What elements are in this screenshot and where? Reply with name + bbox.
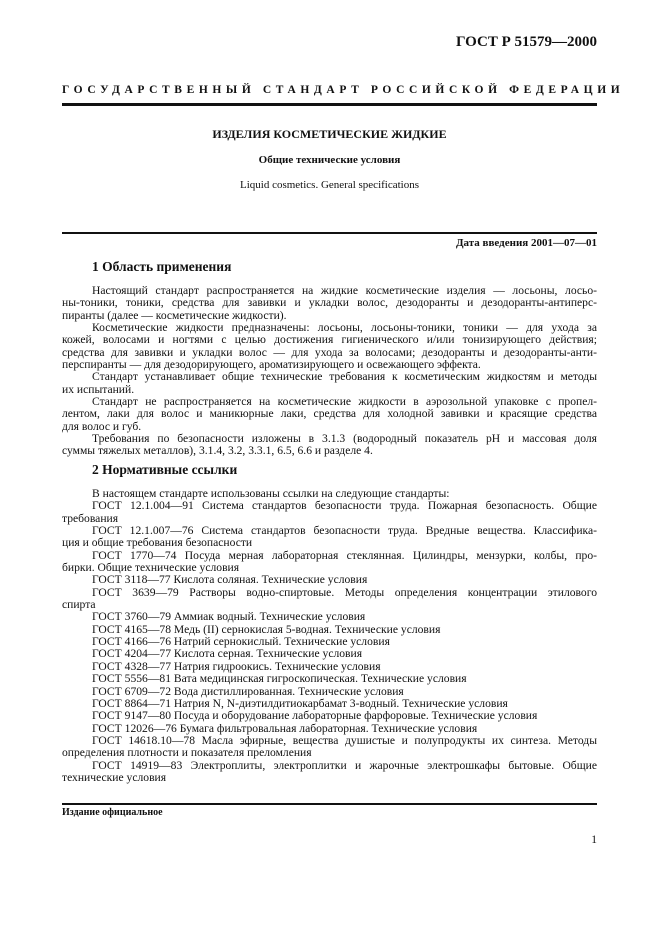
document-subtitle: Общие технические условия [258,154,401,166]
text-line: ГОСТ 3639—79 Растворы водно-спиртовые. Методы определения концентрации этилового [92,585,597,599]
section-2-body [62,488,597,784]
paragraph [62,673,597,685]
text-line: ГОСТ 4204—77 Кислота серная. Технические условия [92,647,363,661]
text-line: ГОСТ 6709—72 Вода дистиллированная. Технические условия [92,684,404,698]
section-1-heading: 1 Область применения [92,259,232,274]
text-line: технические условия [62,770,167,784]
text-line: спирта [62,598,96,612]
text-line: Стандарт не распространяется на косметические жидкости в аэрозольной упаковке с пропел- [92,395,597,409]
text-line: ГОСТ 8864—71 Натрия N, N-диэтилдитиокарбамат 3-водный. Технические условия [92,696,508,710]
text-line: ГОСТ 12.1.004—91 Система стандартов безопасности труда. Пожарная безопасность. Общие [92,499,597,513]
text-line: ны-тоники, тоники, средства для завивки и укладки волос, дезодоранты и дезодоранты-антиперс- [62,296,597,310]
date-divider [62,232,597,234]
official-edition-note: Издание официальное [62,807,163,818]
text-line: ГОСТ 14618.10—78 Масла эфирные, вещества душистые и полупродукты их синтеза. Методы [92,733,597,747]
text-line: Косметические жидкости предназначены: лосьоны, лосьоны-тоники, тоники — для ухода за [92,321,597,335]
text-line: ГОСТ 5556—81 Вата медицинская гигроскопическая. Технические условия [92,672,467,686]
paragraph [62,500,597,525]
text-line: Требования по безопасности изложены в 3.1.3 (водородный показатель pH и массовая доля [92,432,597,446]
section-1-body [62,285,597,458]
text-line: ция и общие требования безопасности [62,536,253,550]
text-line: ГОСТ 14919—83 Электроплиты, электроплитки и жарочные электрошкафы бытовые. Общие [92,758,597,772]
text-line: для волос и губ. [62,419,142,433]
text-line: В настоящем стандарте использованы ссылки на следующие стандарты: [92,487,450,500]
paragraph [62,396,597,433]
text-line: Стандарт устанавливает общие технические требования к косметическим жидкостям и методы [92,370,597,384]
paragraph [62,550,597,575]
standard-code: ГОСТ Р 51579—2000 [455,34,597,50]
text-line: ГОСТ 9147—80 Посуда и оборудование лабораторные фарфоровые. Технические условия [92,709,538,723]
text-line: ГОСТ 3118—77 Кислота соляная. Технические условия [92,573,368,587]
page-number: 1 [591,834,597,846]
text-line: бирки. Общие технические условия [62,561,240,575]
english-title: Liquid cosmetics. General specifications [240,179,419,191]
text-line: Настоящий стандарт распространяется на жидкие косметические изделия — лосьоны, лосьо- [92,284,597,297]
section-2-heading: 2 Нормативные ссылки [92,462,238,477]
paragraph [62,587,597,612]
text-line: ГОСТ 4165—78 Медь (II) сернокислая 5-водная. Технические условия [92,622,441,636]
text-line: кожей, волосами и ногтями с целью достижения гигиенического и/или тонизирующего действия; [62,333,597,347]
paragraph [62,433,597,458]
text-line: определения плотности и показателя преломления [62,746,312,760]
text-line: средства для завивки и укладки волос — для ухода за волосами; дезодоранты и дезодоранты-анти- [62,345,597,359]
federation-heading: ГОСУДАРСТВЕННЫЙ СТАНДАРТ РОССИЙСКОЙ ФЕДЕРАЦИИ [62,84,625,96]
paragraph [62,285,597,322]
paragraph [62,611,597,623]
paragraph [62,710,597,722]
text-line: ГОСТ 1770—74 Посуда мерная лабораторная стеклянная. Цилиндры, мензурки, колбы, про- [92,548,597,562]
paragraph [62,686,597,698]
paragraph [62,525,597,550]
effective-date: Дата введения 2001—07—01 [455,237,597,249]
paragraph [62,735,597,760]
text-line: ГОСТ 4328—77 Натрия гидроокись. Технические условия [92,659,381,673]
text-line: лентом, лаки для волос и маникюрные лаки, средства для холодной завивки и красящие средства [62,407,597,421]
paragraph [62,371,597,396]
text-line: ГОСТ 4166—76 Натрий сернокислый. Технические условия [92,635,390,649]
document-title: ИЗДЕЛИЯ КОСМЕТИЧЕСКИЕ ЖИДКИЕ [212,127,447,141]
text-line: суммы тяжелых металлов), 3.1.4, 3.2, 3.3.1, 6.5, 6.6 и разделе 4. [62,444,373,458]
paragraph [62,760,597,785]
text-line: их испытаний. [62,382,135,396]
text-line: пиранты (далее — косметические жидкости). [62,308,287,322]
text-line: требования [62,511,119,525]
paragraph [62,322,597,371]
footer-divider [62,803,597,805]
text-line: перспиранты — для дезодорирующего, ароматизирующего и освежающего эффекта. [62,358,481,372]
text-line: ГОСТ 12.1.007—76 Система стандартов безопасности труда. Вредные вещества. Классифика- [92,524,597,538]
header-divider [62,103,597,106]
text-line: ГОСТ 12026—76 Бумага фильтровальная лабораторная. Технические условия [92,721,478,735]
text-line: ГОСТ 3760—79 Аммиак водный. Технические условия [92,610,366,624]
paragraph [62,648,597,660]
paragraph [62,574,597,586]
